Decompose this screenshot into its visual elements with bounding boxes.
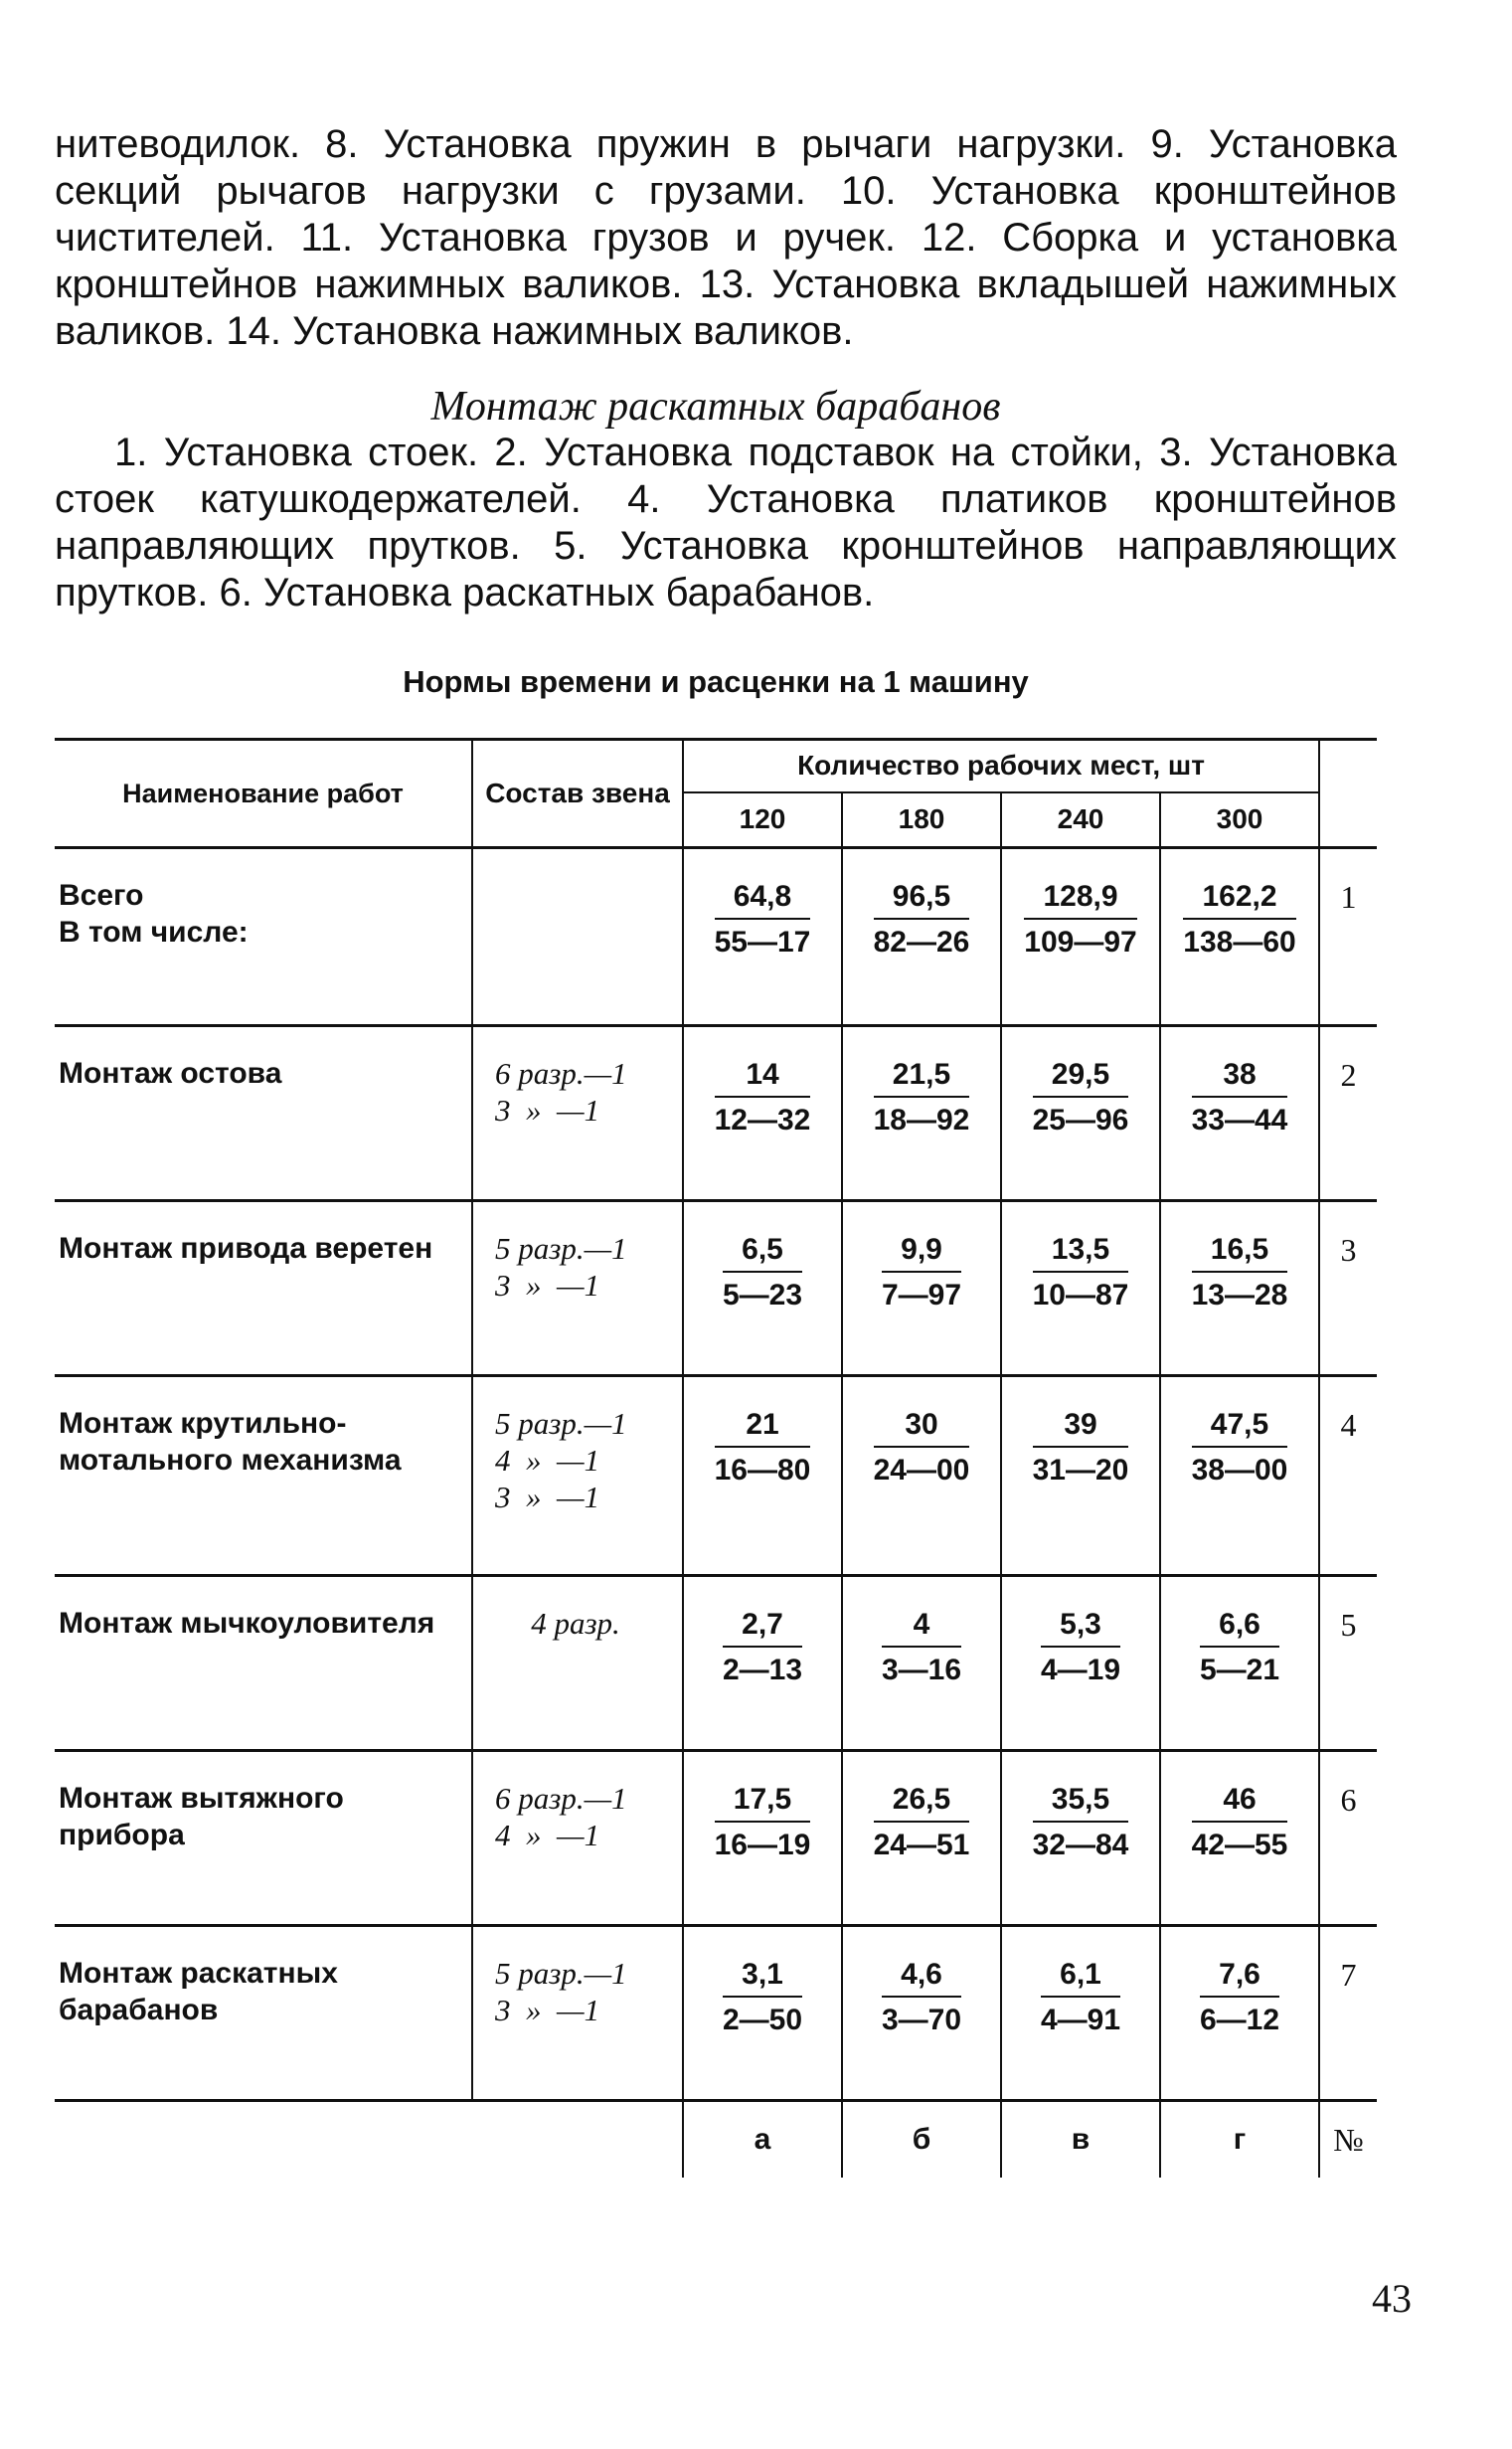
crew-cell: 5 разр.—1 4 » —1 3 » —1 [472, 1376, 683, 1576]
time-rate-fraction [882, 1232, 961, 1312]
rate-price: 55—17 [714, 926, 811, 959]
rate-price: 6—12 [1199, 2004, 1280, 2036]
time-rate-fraction [1200, 1957, 1279, 2037]
time-rate-fraction [1192, 1407, 1288, 1487]
table-row [55, 1751, 1377, 1926]
time-rate-fraction [715, 1407, 811, 1487]
crew-cell [472, 848, 683, 1026]
time-rate-fraction [1033, 1232, 1129, 1312]
time-rate-fraction [1192, 1232, 1288, 1312]
footer-letter-b: б [842, 2101, 1001, 2179]
time-norm: 64,8 [715, 879, 811, 920]
value-cell [1160, 1026, 1319, 1201]
header-col-120: 120 [683, 792, 842, 848]
value-cell [1001, 1576, 1160, 1751]
time-rate-fraction [1033, 1782, 1129, 1862]
time-rate-fraction [874, 1057, 970, 1137]
rate-price: 5—21 [1199, 1654, 1280, 1686]
rate-price: 138—60 [1183, 926, 1296, 959]
time-norm: 47,5 [1192, 1407, 1288, 1448]
footer-blank-crew [472, 2101, 683, 2179]
time-norm: 21,5 [874, 1057, 970, 1098]
time-rate-fraction [715, 1057, 811, 1137]
rate-price: 109—97 [1024, 926, 1137, 959]
value-cell [1001, 1201, 1160, 1376]
intro-paragraph: нитеводилок. 8. Установка пружин в рычаги нагрузки. 9. Установка секций рычагов нагрузки с грузами. 10. Установка кронштейнов чистителей. 11. Установка грузов и ручек. 12. Сборка и установка кронштейнов нажимных валиков. 13. Установка вкладышей нажимных валиков. 14. Установка нажимных валиков. [55, 122, 1397, 353]
header-crew-label: Состав звена [485, 778, 670, 808]
rate-price: 5—23 [722, 1279, 803, 1312]
value-cell [1160, 1576, 1319, 1751]
rate-price: 33—44 [1191, 1104, 1288, 1137]
value-cell [842, 1376, 1001, 1576]
time-rate-fraction [1200, 1607, 1279, 1687]
row-number: 3 [1319, 1201, 1377, 1376]
time-rate-fraction [882, 1957, 961, 2037]
time-norm: 16,5 [1192, 1232, 1288, 1273]
value-cell [683, 1376, 842, 1576]
time-rate-fraction [715, 879, 811, 960]
time-rate-fraction [1192, 1782, 1288, 1862]
rate-price: 13—28 [1191, 1279, 1288, 1312]
time-norm: 96,5 [874, 879, 970, 920]
crew-cell: 6 разр.—1 3 » —1 [472, 1026, 683, 1201]
time-norm: 39 [1033, 1407, 1129, 1448]
rate-price: 24—51 [873, 1829, 970, 1861]
time-rate-fraction [723, 1957, 802, 2037]
time-norm: 4 [882, 1607, 961, 1648]
work-name-cell: Монтаж остова [55, 1026, 472, 1201]
header-work-name: Наименование работ [55, 740, 472, 848]
rate-price: 2—50 [722, 2004, 803, 2036]
table-body [55, 848, 1377, 2101]
rate-price: 10—87 [1032, 1279, 1129, 1312]
footer-letter-g: г [1160, 2101, 1319, 2179]
value-cell [683, 848, 842, 1026]
rate-price: 25—96 [1032, 1104, 1129, 1137]
work-name-cell: Монтаж раскатных барабанов [55, 1926, 472, 2101]
time-norm: 6,6 [1200, 1607, 1279, 1648]
time-norm: 4,6 [882, 1957, 961, 1998]
rate-price: 18—92 [873, 1104, 970, 1137]
rate-price: 42—55 [1191, 1829, 1288, 1861]
time-norm: 13,5 [1033, 1232, 1129, 1273]
work-name-cell: Монтаж крутильно-мотального механизма [55, 1376, 472, 1576]
table-row [55, 1026, 1377, 1201]
time-rate-fraction [874, 879, 970, 960]
table-row [55, 1376, 1377, 1576]
rate-price: 4—19 [1040, 1654, 1121, 1686]
crew-cell: 6 разр.—1 4 » —1 [472, 1751, 683, 1926]
value-cell [842, 1926, 1001, 2101]
time-rate-fraction [874, 1782, 970, 1862]
rate-price: 31—20 [1032, 1454, 1129, 1487]
rate-price: 3—16 [881, 1654, 962, 1686]
time-norm: 3,1 [723, 1957, 802, 1998]
time-rate-fraction [1183, 879, 1295, 960]
value-cell [1160, 1751, 1319, 1926]
time-norm: 128,9 [1024, 879, 1136, 920]
time-norm: 5,3 [1041, 1607, 1120, 1648]
value-cell [1160, 848, 1319, 1026]
value-cell [842, 1026, 1001, 1201]
value-cell [683, 1926, 842, 2101]
value-cell [1001, 1751, 1160, 1926]
table-row [55, 1201, 1377, 1376]
rate-price: 2—13 [722, 1654, 803, 1686]
row-number: 4 [1319, 1376, 1377, 1576]
work-name-cell: Монтаж привода веретен [55, 1201, 472, 1376]
work-name-cell: Всего В том числе: [55, 848, 472, 1026]
table-row [55, 1576, 1377, 1751]
section-title: Монтаж раскатных барабанов [430, 384, 1001, 430]
value-cell [683, 1026, 842, 1201]
time-norm: 30 [874, 1407, 970, 1448]
value-cell [842, 1576, 1001, 1751]
rate-price: 4—91 [1040, 2004, 1121, 2036]
page-number: 43 [1372, 2276, 1412, 2321]
footer-num-label: № [1333, 2121, 1364, 2158]
time-norm: 14 [715, 1057, 811, 1098]
time-norm: 21 [715, 1407, 811, 1448]
time-norm: 2,7 [723, 1607, 802, 1648]
time-rate-fraction [723, 1232, 802, 1312]
time-norm: 6,1 [1041, 1957, 1120, 1998]
time-rate-fraction [1041, 1607, 1120, 1687]
value-cell [1001, 1926, 1160, 2101]
rate-price: 16—19 [714, 1829, 811, 1861]
header-col-240: 240 [1001, 792, 1160, 848]
time-rate-fraction [723, 1607, 802, 1687]
time-norm: 9,9 [882, 1232, 961, 1273]
time-norm: 7,6 [1200, 1957, 1279, 1998]
header-col-180: 180 [842, 792, 1001, 848]
time-norm: 17,5 [715, 1782, 811, 1823]
rate-price: 7—97 [881, 1279, 962, 1312]
section-paragraph: 1. Установка стоек. 2. Установка подставок на стойки, 3. Установка стоек катушкодержателей. 4. Установка платиков кронштейнов направляющих прутков. 5. Установка кронштейнов направляющих прутков. 6. Установка раскатных барабанов. [55, 431, 1397, 614]
time-rate-fraction [1033, 1407, 1129, 1487]
time-norm: 38 [1192, 1057, 1288, 1098]
table-row [55, 1926, 1377, 2101]
time-rate-fraction [874, 1407, 970, 1487]
time-norm: 29,5 [1033, 1057, 1129, 1098]
crew-cell: 5 разр.—1 3 » —1 [472, 1201, 683, 1376]
row-number: 7 [1319, 1926, 1377, 2101]
value-cell [1001, 1026, 1160, 1201]
time-rate-fraction [1033, 1057, 1129, 1137]
rate-price: 16—80 [714, 1454, 811, 1487]
table-row [55, 848, 1377, 1026]
footer-letter-a: а [683, 2101, 842, 2179]
value-cell [842, 1751, 1001, 1926]
row-number: 5 [1319, 1576, 1377, 1751]
time-rate-fraction [1192, 1057, 1288, 1137]
row-number: 6 [1319, 1751, 1377, 1926]
value-cell [683, 1576, 842, 1751]
work-name-cell: Монтаж вытяжного прибора [55, 1751, 472, 1926]
row-number: 1 [1319, 848, 1377, 1026]
time-norm: 46 [1192, 1782, 1288, 1823]
time-rate-fraction [715, 1782, 811, 1862]
value-cell [1001, 848, 1160, 1026]
value-cell [842, 1201, 1001, 1376]
time-norm: 26,5 [874, 1782, 970, 1823]
time-norm: 6,5 [723, 1232, 802, 1273]
work-name-cell: Монтаж мычкоуловителя [55, 1576, 472, 1751]
footer-row [55, 2101, 1377, 2179]
header-workplaces: Количество рабочих мест, шт [683, 740, 1319, 792]
footer-blank-name [55, 2101, 472, 2179]
value-cell [842, 848, 1001, 1026]
value-cell [1160, 1376, 1319, 1576]
header-col-300: 300 [1160, 792, 1319, 848]
value-cell [1160, 1201, 1319, 1376]
footer-letter-v: в [1001, 2101, 1160, 2179]
crew-cell: 4 разр. [472, 1576, 683, 1751]
value-cell [683, 1201, 842, 1376]
time-rate-fraction [882, 1607, 961, 1687]
header-crew [472, 740, 683, 848]
value-cell [1001, 1376, 1160, 1576]
time-rate-fraction [1041, 1957, 1120, 2037]
value-cell [1160, 1926, 1319, 2101]
rate-price: 24—00 [873, 1454, 970, 1487]
value-cell [683, 1751, 842, 1926]
table-caption: Нормы времени и расценки на 1 машину [403, 664, 1029, 699]
rate-price: 32—84 [1032, 1829, 1129, 1861]
time-rate-fraction [1024, 879, 1136, 960]
rate-price: 3—70 [881, 2004, 962, 2036]
rate-price: 82—26 [873, 926, 970, 959]
rate-price: 12—32 [714, 1104, 811, 1137]
crew-cell: 5 разр.—1 3 » —1 [472, 1926, 683, 2101]
time-norm: 35,5 [1033, 1782, 1129, 1823]
rate-price: 38—00 [1191, 1454, 1288, 1487]
time-norm: 162,2 [1183, 879, 1295, 920]
norms-table [55, 738, 1377, 2178]
header-num-spacer [1319, 740, 1377, 848]
row-number: 2 [1319, 1026, 1377, 1201]
